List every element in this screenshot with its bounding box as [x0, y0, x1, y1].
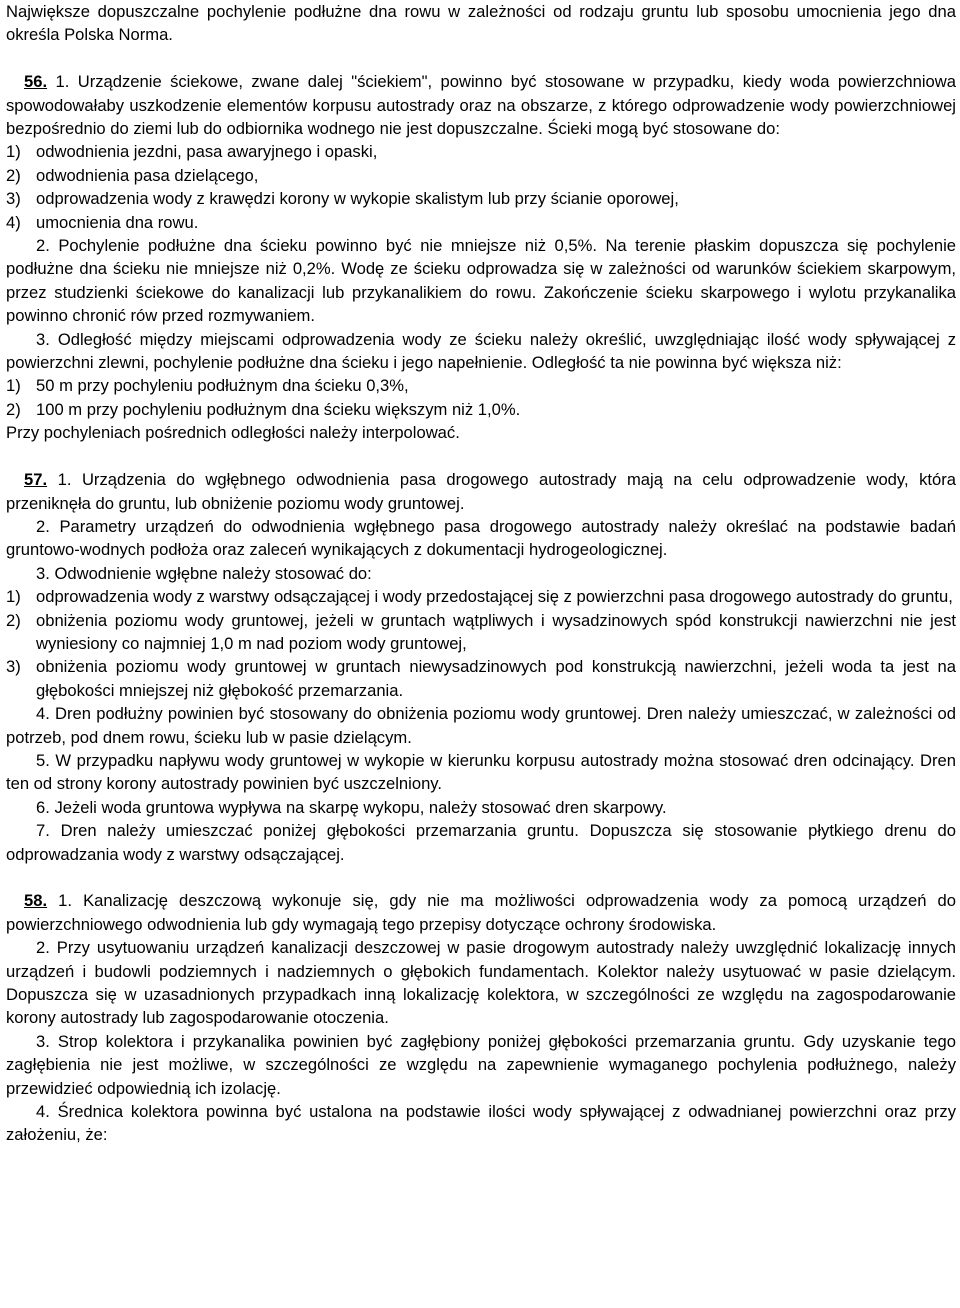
spacer [6, 445, 956, 468]
section-56-paragraph-2: 2. Pochylenie podłużne dna ścieku powinno być nie mniejsze niż 0,5%. Na terenie płaskim dopuszcza się pochylenie podłużne dna ścieku nie mniejsze niż 0,2%. Wodę ze ścieku odprowadza się w zależności od warunków ściekiem skarpowym, przez studzienki ściekowe do kanalizacji lub przykanalikiem do rowu. Zakończenie ścieku skarpowego i wylotu przykanalika powinno chronić rów przed rozmywaniem. [6, 236, 956, 326]
section-56-p3-tail: Przy pochyleniach pośrednich odległości należy interpolować. [6, 423, 460, 443]
section-56-number: 56. [24, 72, 48, 92]
list-item: 2) 100 m przy pochyleniu podłużnym dna ścieku większym niż 1,0%. [6, 399, 521, 419]
section-56-paragraph-1 [6, 70, 956, 140]
list-item: 3) odprowadzenia wody z krawędzi korony w wykopie skalistym lub przy ścianie oporowej, [6, 189, 679, 209]
section-57-p3-list [6, 585, 956, 702]
intro-paragraph: Największe dopuszczalne pochylenie podłużne dna rowu w zależności od rodzaju gruntu lub sposobu umocnienia jego dna określa Polska Norma. [6, 2, 956, 45]
section-57-paragraph-2: 2. Parametry urządzeń do odwodnienia wgłębnego pasa drogowego autostrady należy określać na podstawie badań gruntowo-wodnych podłoża oraz zaleceń wynikających z dokumentacji hydrogeologicznej. [6, 516, 956, 560]
list-item: 2) obniżenia poziomu wody gruntowej, jeżeli w gruntach wątpliwych i wysadzinowych spód konstrukcji nawierzchni nie jest wyniesiony co najmniej 1,0 m nad poziom wody gruntowej, [6, 610, 956, 653]
section-57-paragraph-6: 6. Jeżeli woda gruntowa wypływa na skarpę wykopu, należy stosować dren skarpowy. [36, 797, 667, 817]
list-item: 1) odwodnienia jezdni, pasa awaryjnego i opaski, [6, 142, 378, 162]
list-item: 2) odwodnienia pasa dzielącego, [6, 165, 259, 185]
section-57-paragraph-3: 3. Odwodnienie wgłębne należy stosować do: [36, 563, 372, 583]
list-item: 3) obniżenia poziomu wody gruntowej w gruntach niewysadzinowych pod konstrukcją nawierzchni, jeżeli woda ta jest na głębokości mniejszej niż głębokość przemarzania. [6, 657, 956, 700]
section-58-paragraph-4: 4. Średnica kolektora powinna być ustalona na podstawie ilości wody spływającej z odwadnianej powierzchni oraz przy założeniu, że: [6, 1102, 956, 1145]
section-58-paragraph-1 [6, 889, 956, 936]
list-item: 4) umocnienia dna rowu. [6, 212, 199, 232]
section-57-paragraph-5: 5. W przypadku napływu wody gruntowej w wykopie w kierunku korpusu autostrady można stosować dren odcinający. Dren ten od strony korony autostrady powinien być uszczelniony. [6, 750, 956, 794]
list-item: 1) 50 m przy pochyleniu podłużnym dna ścieku 0,3%, [6, 376, 409, 396]
spacer [6, 866, 956, 889]
section-56-p1-list [6, 140, 956, 234]
section-56-paragraph-3: 3. Odległość między miejscami odprowadzenia wody ze ścieku należy określić, uwzględniając ilość wody spływającej z powierzchni zlewni, pochylenie podłużne dna ścieku i jego napełnienie. Odległość ta nie powinna być większa niż: [6, 329, 956, 373]
section-58-p1-text: 1. Kanalizację deszczową wykonuje się, gdy nie ma możliwości odprowadzenia wody za pomocą urządzeń do powierzchniowego odwodnienia lub gdy wymagają tego przepisy dotyczące ochrony środowiska. [6, 891, 956, 934]
section-57-number: 57. [24, 470, 48, 490]
section-56-p3-list [6, 374, 956, 421]
section-57-paragraph-1 [6, 468, 956, 515]
section-58-paragraph-3: 3. Strop kolektora i przykanalika powinien być zagłębiony poniżej głębokości przemarzania gruntu. Gdy uzyskanie tego zagłębienia nie jest możliwe, w szczególności ze względu na zapewnienie wymaganego pochylenia podłużnego, należy przewidzieć odpowiednią ich izolację. [6, 1031, 956, 1098]
section-56-p1-text: 1. Urządzenie ściekowe, zwane dalej "ściekiem", powinno być stosowane w przypadku, kiedy woda powierzchniowa spowodowałaby uszkodzenie elementów korpusu autostrady oraz na obszarze, z którego odprowadzenie wody powierzchniowej bezpośrednio do ziemi lub do odbiornika wodnego nie jest dopuszczalne. Ścieki mogą być stosowane do: [6, 72, 956, 139]
section-57-paragraph-7: 7. Dren należy umieszczać poniżej głębokości przemarzania gruntu. Dopuszcza się stosowanie płytkiego drenu do odprowadzania wody z warstwy odsączającej. [6, 821, 956, 864]
spacer [6, 47, 956, 70]
section-58-paragraph-2: 2. Przy usytuowaniu urządzeń kanalizacji deszczowej w pasie drogowym autostrady należy uwzględnić lokalizację innych urządzeń i budowli podziemnych i nadziemnych o głębokich fundamentach. Kolektor należy usytuować w pasie dzielącym. Dopuszcza się w uzasadnionych przypadkach inną lokalizację kolektora, w szczególności ze względu na zagospodarowanie korony autostrady lub zagospodarowanie otoczenia. [6, 938, 956, 1028]
section-57-p1-text: 1. Urządzenia do wgłębnego odwodnienia pasa drogowego autostrady mają na celu odprowadzenie wody, która przeniknęła do gruntu, lub obniżenie poziomu wody gruntowej. [6, 470, 956, 513]
section-57-paragraph-4: 4. Dren podłużny powinien być stosowany do obniżenia poziomu wody gruntowej. Dren należy umieszczać, w zależności od potrzeb, pod dnem rowu, ścieku lub w pasie dzielącym. [6, 704, 956, 747]
section-58-number: 58. [24, 891, 48, 911]
list-item: 1) odprowadzenia wody z warstwy odsączającej i wody przedostającej się z powierzchni pasa drogowego autostrady do gruntu, [6, 587, 953, 607]
